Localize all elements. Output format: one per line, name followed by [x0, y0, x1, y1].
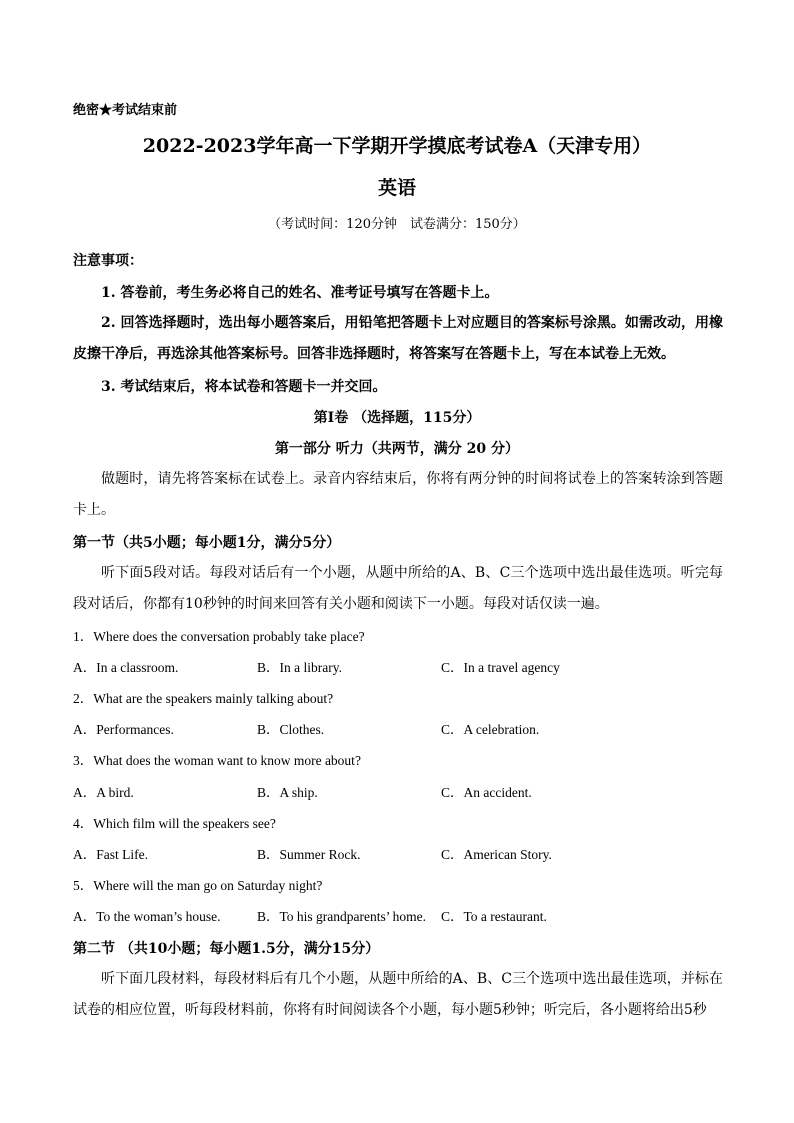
q1-option-a: A．In a classroom.: [73, 660, 179, 675]
question-1: 1．Where does the conversation probably take place?: [73, 629, 365, 644]
q4-option-b: B．Summer Rock.: [257, 847, 361, 862]
q4-option-a: A．Fast Life.: [73, 847, 148, 862]
exam-title: 2022-2023学年高一下学期开学摸底考试卷A（天津专用）: [142, 135, 652, 157]
note-item-2: 2. 回答选择题时，选出每小题答案后，用铅笔把答题卡上对应题目的答案标号涂黑。如需改动，用橡皮擦干净后，再选涂其他答案标号。回答非选择题时，将答案写在答题卡上，写在本试卷上无效。: [73, 315, 723, 362]
listening-instruction: 做题时，请先将答案标在试卷上。录音内容结束后，你将有两分钟的时间将试卷上的答案转涂到答题卡上。: [73, 471, 723, 518]
notes-heading: 注意事项：: [73, 253, 143, 269]
question-3: 3．What does the woman want to know more about?: [73, 753, 361, 768]
subject-title: 英语: [377, 177, 416, 199]
question-2: 2．What are the speakers mainly talking about?: [73, 691, 334, 706]
volume-title: 第Ⅰ卷 （选择题，115分）: [313, 410, 481, 426]
question-4: 4．Which film will the speakers see?: [73, 816, 276, 831]
q2-option-a: A．Performances.: [73, 722, 174, 737]
q5-option-a: A．To the woman’s house.: [73, 909, 221, 924]
section2-title: 第二节 （共10小题；每小题1.5分，满分15分）: [73, 941, 380, 957]
section1-instruction: 听下面5段对话。每段对话后有一个小题，从题中所给的A、B、C三个选项中选出最佳选项。听完每段对话后，你都有10秒钟的时间来回答有关小题和阅读下一小题。每段对话仅读一遍。: [73, 565, 723, 612]
q4-option-c: C．American Story.: [441, 847, 552, 862]
classified-label: 绝密★考试结束前: [73, 103, 178, 118]
q5-option-c: C．To a restaurant.: [441, 909, 547, 924]
section2-instruction: 听下面几段材料，每段材料后有几个小题，从题中所给的A、B、C三个选项中选出最佳选项，并标在试卷的相应位置，听每段材料前，你将有时间阅读各个小题，每小题5秒钟；听完后，各小题将给出5秒: [73, 971, 723, 1018]
q3-option-b: B．A ship.: [257, 785, 318, 800]
q5-option-b: B．To his grandparents’ home.: [257, 909, 427, 924]
q2-option-b: B．Clothes.: [257, 722, 325, 737]
q3-option-a: A．A bird.: [73, 785, 134, 800]
q1-option-b: B．In a library.: [257, 660, 342, 675]
exam-info: （考试时间：120分钟 试卷满分：150分）: [268, 217, 526, 232]
part-title: 第一部分 听力（共两节，满分 20 分）: [274, 441, 520, 457]
q2-option-c: C．A celebration.: [441, 722, 540, 737]
note-item-3: 3. 考试结束后，将本试卷和答题卡一并交回。: [101, 379, 387, 395]
note-item-1: 1. 答卷前，考生务必将自己的姓名、准考证号填写在答题卡上。: [101, 285, 499, 301]
question-5: 5．Where will the man go on Saturday night?: [73, 878, 323, 893]
q1-option-c: C．In a travel agency: [441, 660, 560, 675]
section1-title: 第一节（共5小题；每小题1分，满分5分）: [73, 535, 341, 551]
q3-option-c: C．An accident.: [441, 785, 532, 800]
